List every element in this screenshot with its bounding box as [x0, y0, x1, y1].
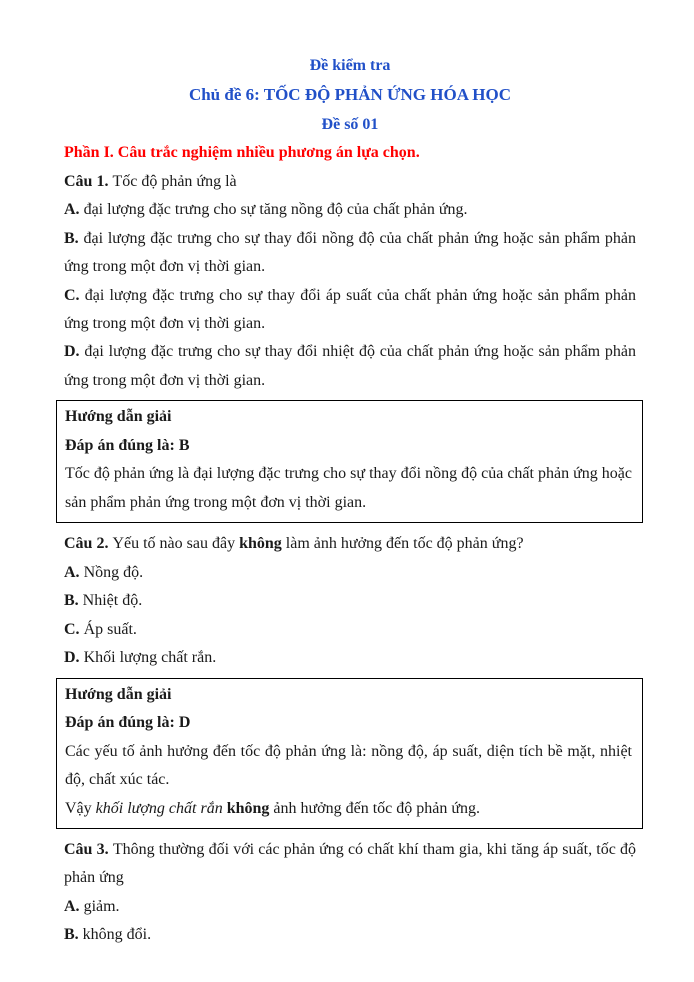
- solution-2-body-1: Các yếu tố ảnh hưởng đến tốc độ phản ứng là: nồng độ, áp suất, diện tích bề mặt, nhiệt độ, chất xúc tác.: [65, 742, 632, 789]
- option-letter: A.: [64, 897, 84, 915]
- body2-italic: khối lượng chất rắn: [95, 799, 223, 817]
- option-text: đại lượng đặc trưng cho sự thay đổi nồng độ của chất phản ứng hoặc sản phẩm phản ứng trong một đơn vị thời gian.: [64, 229, 637, 276]
- question-1-option-d: [64, 338, 636, 395]
- question-3-label: Câu 3.: [64, 840, 113, 858]
- question-1-text: Tốc độ phản ứng là: [112, 172, 237, 190]
- option-letter: C.: [64, 620, 84, 638]
- question-2-option-b: [64, 587, 636, 615]
- question-2-text-pre: Yếu tố nào sau đây: [112, 535, 240, 553]
- question-1-stem: [64, 168, 636, 196]
- doc-title: Đề kiểm tra: [309, 57, 391, 74]
- option-letter: B.: [64, 592, 83, 610]
- option-text: không đổi.: [82, 926, 152, 944]
- option-text: đại lượng đặc trưng cho sự tăng nồng độ của chất phản ứng.: [83, 201, 468, 219]
- doc-exam-number: Đề số 01: [321, 115, 379, 133]
- solution-box-1: [56, 400, 643, 523]
- question-3-option-b: [64, 921, 636, 949]
- question-3-text: Thông thường đối với các phản ứng có chất khí tham gia, khi tăng áp suất, tốc độ phản ứng: [64, 840, 637, 887]
- question-2-label: Câu 2.: [64, 535, 113, 553]
- option-text: đại lượng đặc trưng cho sự thay đổi nhiệt độ của chất phản ứng hoặc sản phẩm phản ứng trong một đơn vị thời gian.: [64, 343, 636, 389]
- body2-post: ảnh hưởng đến tốc độ phản ứng.: [269, 799, 481, 817]
- solution-2-body-2: [65, 795, 632, 823]
- question-2-text-post: làm ảnh hưởng đến tốc độ phản ứng?: [281, 535, 524, 553]
- question-1-option-c: [64, 282, 636, 339]
- solution-title-text: Hướng dẫn giải: [65, 685, 172, 703]
- solution-answer-text: Đáp án đúng là: B: [65, 436, 190, 454]
- solution-box-2: [56, 678, 643, 829]
- solution-1-answer: [65, 432, 632, 460]
- question-3-stem: [64, 836, 636, 893]
- question-2-option-a: [64, 559, 636, 587]
- doc-topic-title: Chủ đề 6: TỐC ĐỘ PHẢN ỨNG HÓA HỌC: [188, 85, 512, 105]
- solution-1-title: [65, 403, 632, 431]
- option-letter: B.: [64, 229, 84, 247]
- solution-2-answer: [65, 709, 632, 737]
- solution-2-title: [65, 681, 632, 709]
- question-2-option-c: [64, 616, 636, 644]
- question-3-option-a: [64, 893, 636, 921]
- question-2-text-bold: không: [239, 535, 282, 553]
- question-2-option-d: [64, 644, 636, 672]
- section-heading: Phần I. Câu trắc nghiệm nhiều phương án lựa chọn.: [64, 144, 420, 162]
- option-letter: A.: [64, 563, 84, 581]
- option-letter: C.: [64, 286, 85, 304]
- option-text: Áp suất.: [83, 620, 137, 638]
- body2-pre: Vậy: [65, 799, 96, 817]
- question-1-option-b: [64, 225, 636, 282]
- body2-bold: không: [222, 799, 270, 817]
- option-letter: D.: [64, 649, 84, 667]
- option-text: giảm.: [83, 897, 120, 915]
- question-1-label: Câu 1.: [64, 172, 113, 190]
- option-text: Nồng độ.: [83, 563, 144, 581]
- option-text: Khối lượng chất rắn.: [83, 649, 217, 667]
- option-letter: A.: [64, 201, 84, 219]
- option-letter: B.: [64, 926, 83, 944]
- solution-1-body: Tốc độ phản ứng là đại lượng đặc trưng cho sự thay đổi nồng độ của chất phản ứng hoặc sản phẩm phản ứng trong một đơn vị thời gian.: [65, 465, 632, 511]
- solution-title-text: Hướng dẫn giải: [65, 408, 172, 426]
- option-letter: D.: [64, 343, 85, 361]
- solution-answer-text: Đáp án đúng là: D: [65, 714, 191, 732]
- question-2-stem: [64, 530, 636, 558]
- option-text: Nhiệt độ.: [82, 592, 143, 610]
- option-text: đại lượng đặc trưng cho sự thay đổi áp suất của chất phản ứng hoặc sản phẩm phản ứng trong một đơn vị thời gian.: [64, 286, 636, 332]
- question-1-option-a: [64, 196, 636, 224]
